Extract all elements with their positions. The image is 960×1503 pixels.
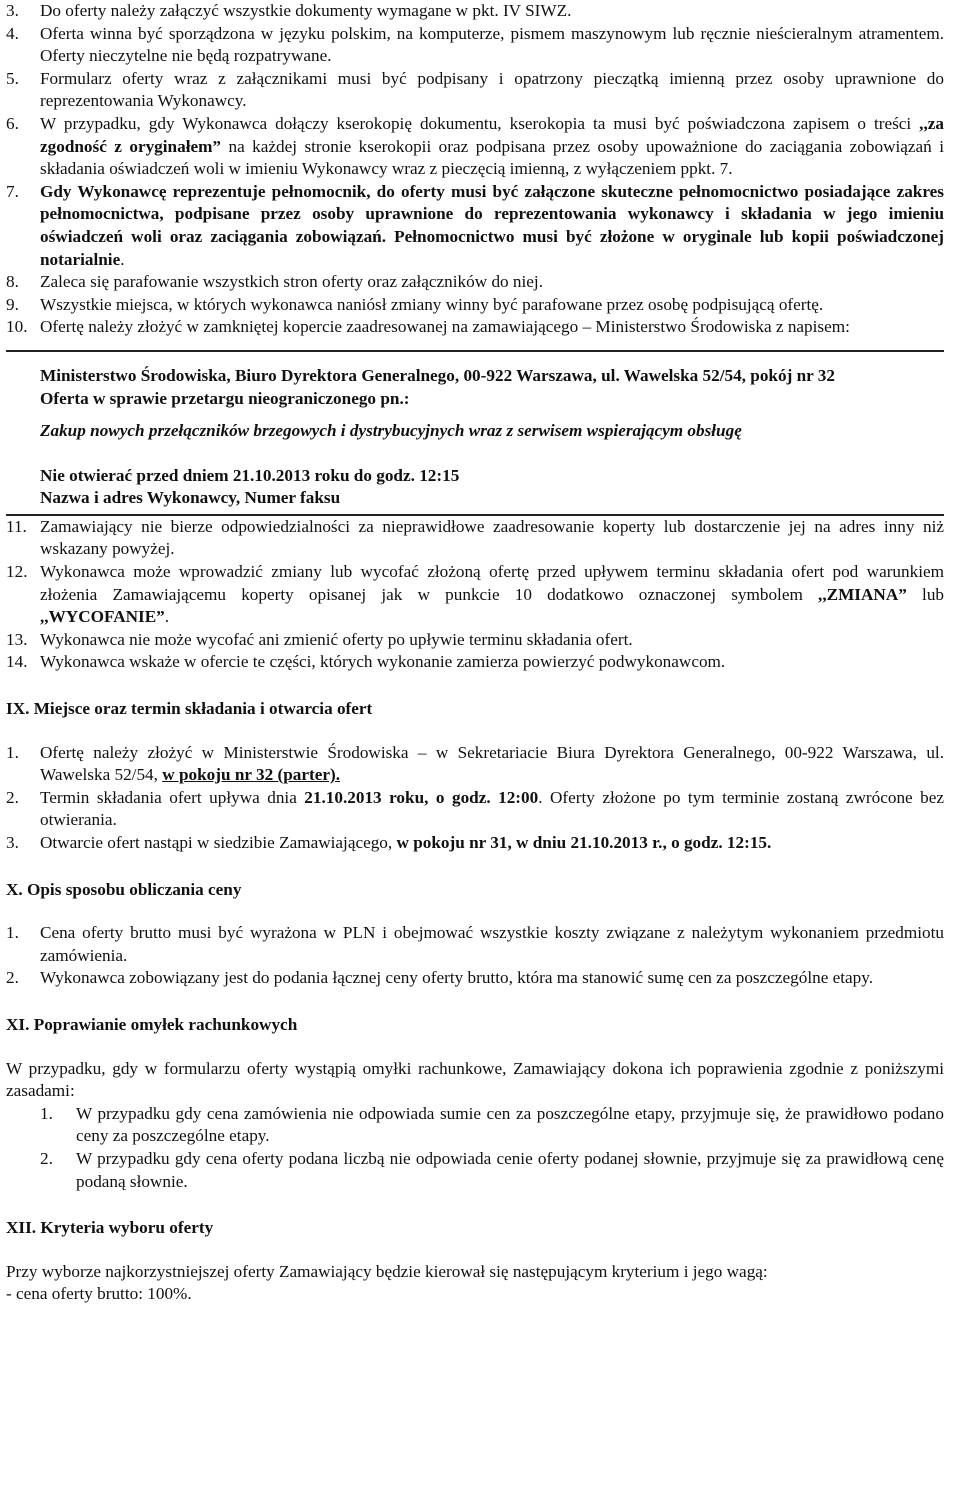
item-number: 3. [6,1,19,20]
item-text: Ofertę należy złożyć w Ministerstwie Środowiska – w Sekretariacie Biura Dyrektora Generalnego, 00-922 Warszawa, ul. Wawelska 52/54, [40,742,944,785]
section11-list [6,1103,944,1193]
requirements-list [6,0,944,339]
list-item [6,1148,944,1193]
list-item [6,0,944,23]
item-number: 7. [6,181,19,201]
list-item [6,316,944,339]
requirements-list-continued [6,516,944,674]
item-number: 13. [6,629,28,649]
item-number: 4. [6,23,19,43]
spacer [40,443,944,465]
item-text: W przypadku, gdy Wykonawca dołączy kserokopię dokumentu, kserokopia ta musi być poświadczona zapisem o treści [40,113,920,133]
section9-list [6,742,944,855]
item-text: Wykonawca wskaże w ofercie te części, których wykonanie zamierza powierzyć podwykonawcom. [40,652,726,672]
section-heading: X. Opis sposobu obliczania ceny [6,879,242,899]
item-number: 3. [6,833,19,852]
envelope-label-box [6,350,944,516]
item-text: . [164,607,170,627]
list-item [6,181,944,271]
item-number: 1. [6,923,19,943]
section-heading: XII. Kryteria wyboru oferty [6,1218,214,1238]
item-text: Zamawiający nie bierze odpowiedzialności za nieprawidłowe zaadresowanie koperty lub dostarczenie jej na adres inny niż wskazany powyżej. [40,516,944,559]
list-item [6,651,944,674]
envelope-offer-line: Oferta w sprawie przetargu nieograniczonego pn.: [40,388,410,408]
item-text: Oferta winna być sporządzona w języku polskim, na komputerze, pismem maszynowym lub ręcznie nieścieralnym atramentem. Oferty nieczytelne nie będą rozpatrywane. [40,23,944,66]
item-text-bold: w pokoju nr 31, w dniu 21.10.2013 r., o godz. 12:15. [396,833,772,852]
item-number: 2. [40,1148,53,1168]
list-item [6,742,944,787]
item-text: Otwarcie ofert nastąpi w siedzibie Zamawiającego, [40,833,397,852]
list-item [6,271,944,294]
list-item [6,629,944,652]
item-text: Zaleca się parafowanie wszystkich stron oferty oraz załączników do niej. [40,272,543,292]
envelope-subject: Zakup nowych przełączników brzegowych i dystrybucyjnych wraz z serwisem wspierającym obsługę [40,421,742,441]
item-text-bold: ,,WYCOFANIE” [40,607,165,627]
list-item [6,922,944,967]
item-number: 6. [6,113,19,133]
item-text: Wykonawca nie może wycofać ani zmienić oferty po upływie terminu składania ofert. [40,629,633,649]
item-number: 14. [6,652,28,672]
item-text: Do oferty należy załączyć wszystkie dokumenty wymagane w pkt. IV SIWZ. [40,1,572,20]
item-number: 9. [6,294,19,314]
item-text: W przypadku gdy cena oferty podana liczbą nie odpowiada cenie oferty podanej słownie, przyjmuje się za prawidłową cenę podaną słownie. [76,1148,944,1191]
item-text: . [120,249,125,269]
item-number: 1. [40,1103,53,1123]
section-text: - cena oferty brutto: 100%. [6,1284,192,1304]
list-item [6,113,944,181]
section10-list [6,922,944,990]
item-text: Wszystkie miejsca, w których wykonawca naniósł zmiany winny być parafowane przez osobę podpisującą ofertę. [40,294,824,314]
item-number: 2. [6,968,19,988]
item-text: Formularz oferty wraz z załącznikami musi być podpisany i opatrzony pieczątką imienną przez osoby uprawnione do reprezentowania Wykonawcy. [40,68,944,111]
list-item [6,967,944,990]
item-number: 8. [6,272,19,292]
item-number: 5. [6,68,19,88]
list-item [6,561,944,629]
item-text-bold: Gdy Wykonawcę reprezentuje pełnomocnik, do oferty musi być załączone skuteczne pełnomocnictwo posiadające zakres pełnomocnictwa, podpisane przez osoby uprawnione do reprezentowania wykonawcy i składania w jego imieniu oświadczeń woli oraz zaciągania zobowiązań. Pełnomocnictwo musi być złożone w oryginale lub kopii poświadczonej notarialnie [40,181,944,269]
item-text: Cena oferty brutto musi być wyrażona w PLN i obejmować wszystkie koszty związane z należytym wykonaniem przedmiotu zamówienia. [40,923,944,965]
item-text: . Oferty złożone po tym terminie zostaną zwrócone bez otwierania. [40,787,944,830]
list-item [6,23,944,68]
item-text-bold: ,,ZMIANA” [818,584,907,604]
envelope-address: Ministerstwo Środowiska, Biuro Dyrektora Generalnego, 00-922 Warszawa, ul. Wawelska 52/54, pokój nr 32 [40,365,835,385]
item-text: Ofertę należy złożyć w zamkniętej kopercie zaadresowanej na zamawiającego – Ministerstwo Środowiska z napisem: [40,317,850,337]
item-number: 11. [6,516,27,536]
item-text: Termin składania ofert upływa dnia [40,787,305,807]
section-heading: IX. Miejsce oraz termin składania i otwarcia ofert [6,699,373,719]
item-text: Wykonawca może wprowadzić zmiany lub wycofać złożoną ofertę przed upływem terminu składania ofert pod warunkiem złożenia Zamawiającemu koperty opisanej jak w punkcie 10 dodatkowo oznaczonej symbolem [40,562,944,604]
envelope-do-not-open: Nie otwierać przed dniem 21.10.2013 roku do godz. 12:15 [40,465,460,485]
section-intro: W przypadku, gdy w formularzu oferty wystąpią omyłki rachunkowe, Zamawiający dokona ich poprawienia zgodnie z poniższymi zasadami: [6,1058,944,1101]
item-text: na każdej stronie kserokopii oraz podpisana przez osoby upoważnione do zaciągania zobowiązań i składania oświadczeń woli w imieniu Wykonawcy wraz z pieczęcią imienną, z wyłączeniem ppkt. 7. [40,136,944,179]
item-number: 2. [6,787,19,807]
list-item [6,294,944,317]
list-item [6,832,944,855]
item-number: 1. [6,742,19,762]
spacer [40,410,944,420]
list-item [6,516,944,561]
item-text-bold: 21.10.2013 roku, o godz. 12:00 [304,787,539,807]
envelope-contractor: Nazwa i adres Wykonawcy, Numer faksu [40,488,341,508]
item-text: W przypadku gdy cena zamówienia nie odpowiada sumie cen za poszczególne etapy, przyjmuje się, że prawidłowo podano ceny za poszczególne etapy. [76,1103,944,1146]
list-item [6,787,944,832]
section-heading: XI. Poprawianie omyłek rachunkowych [6,1014,298,1034]
item-text-bold: ,,za zgodność z oryginałem” [40,113,944,156]
list-item [6,68,944,113]
item-text: lub [906,584,945,604]
list-item [6,1103,944,1148]
section-text: Przy wyborze najkorzystniejszej oferty Zamawiający będzie kierował się następującym kryterium i jego wagą: [6,1261,768,1281]
item-text-bold-underlined: w pokoju nr 32 (parter). [162,765,341,785]
item-number: 12. [6,562,28,582]
item-text: Wykonawca zobowiązany jest do podania łącznej ceny oferty brutto, która ma stanowić sumę cen za poszczególne etapy. [40,968,874,988]
item-number: 10. [6,317,28,337]
